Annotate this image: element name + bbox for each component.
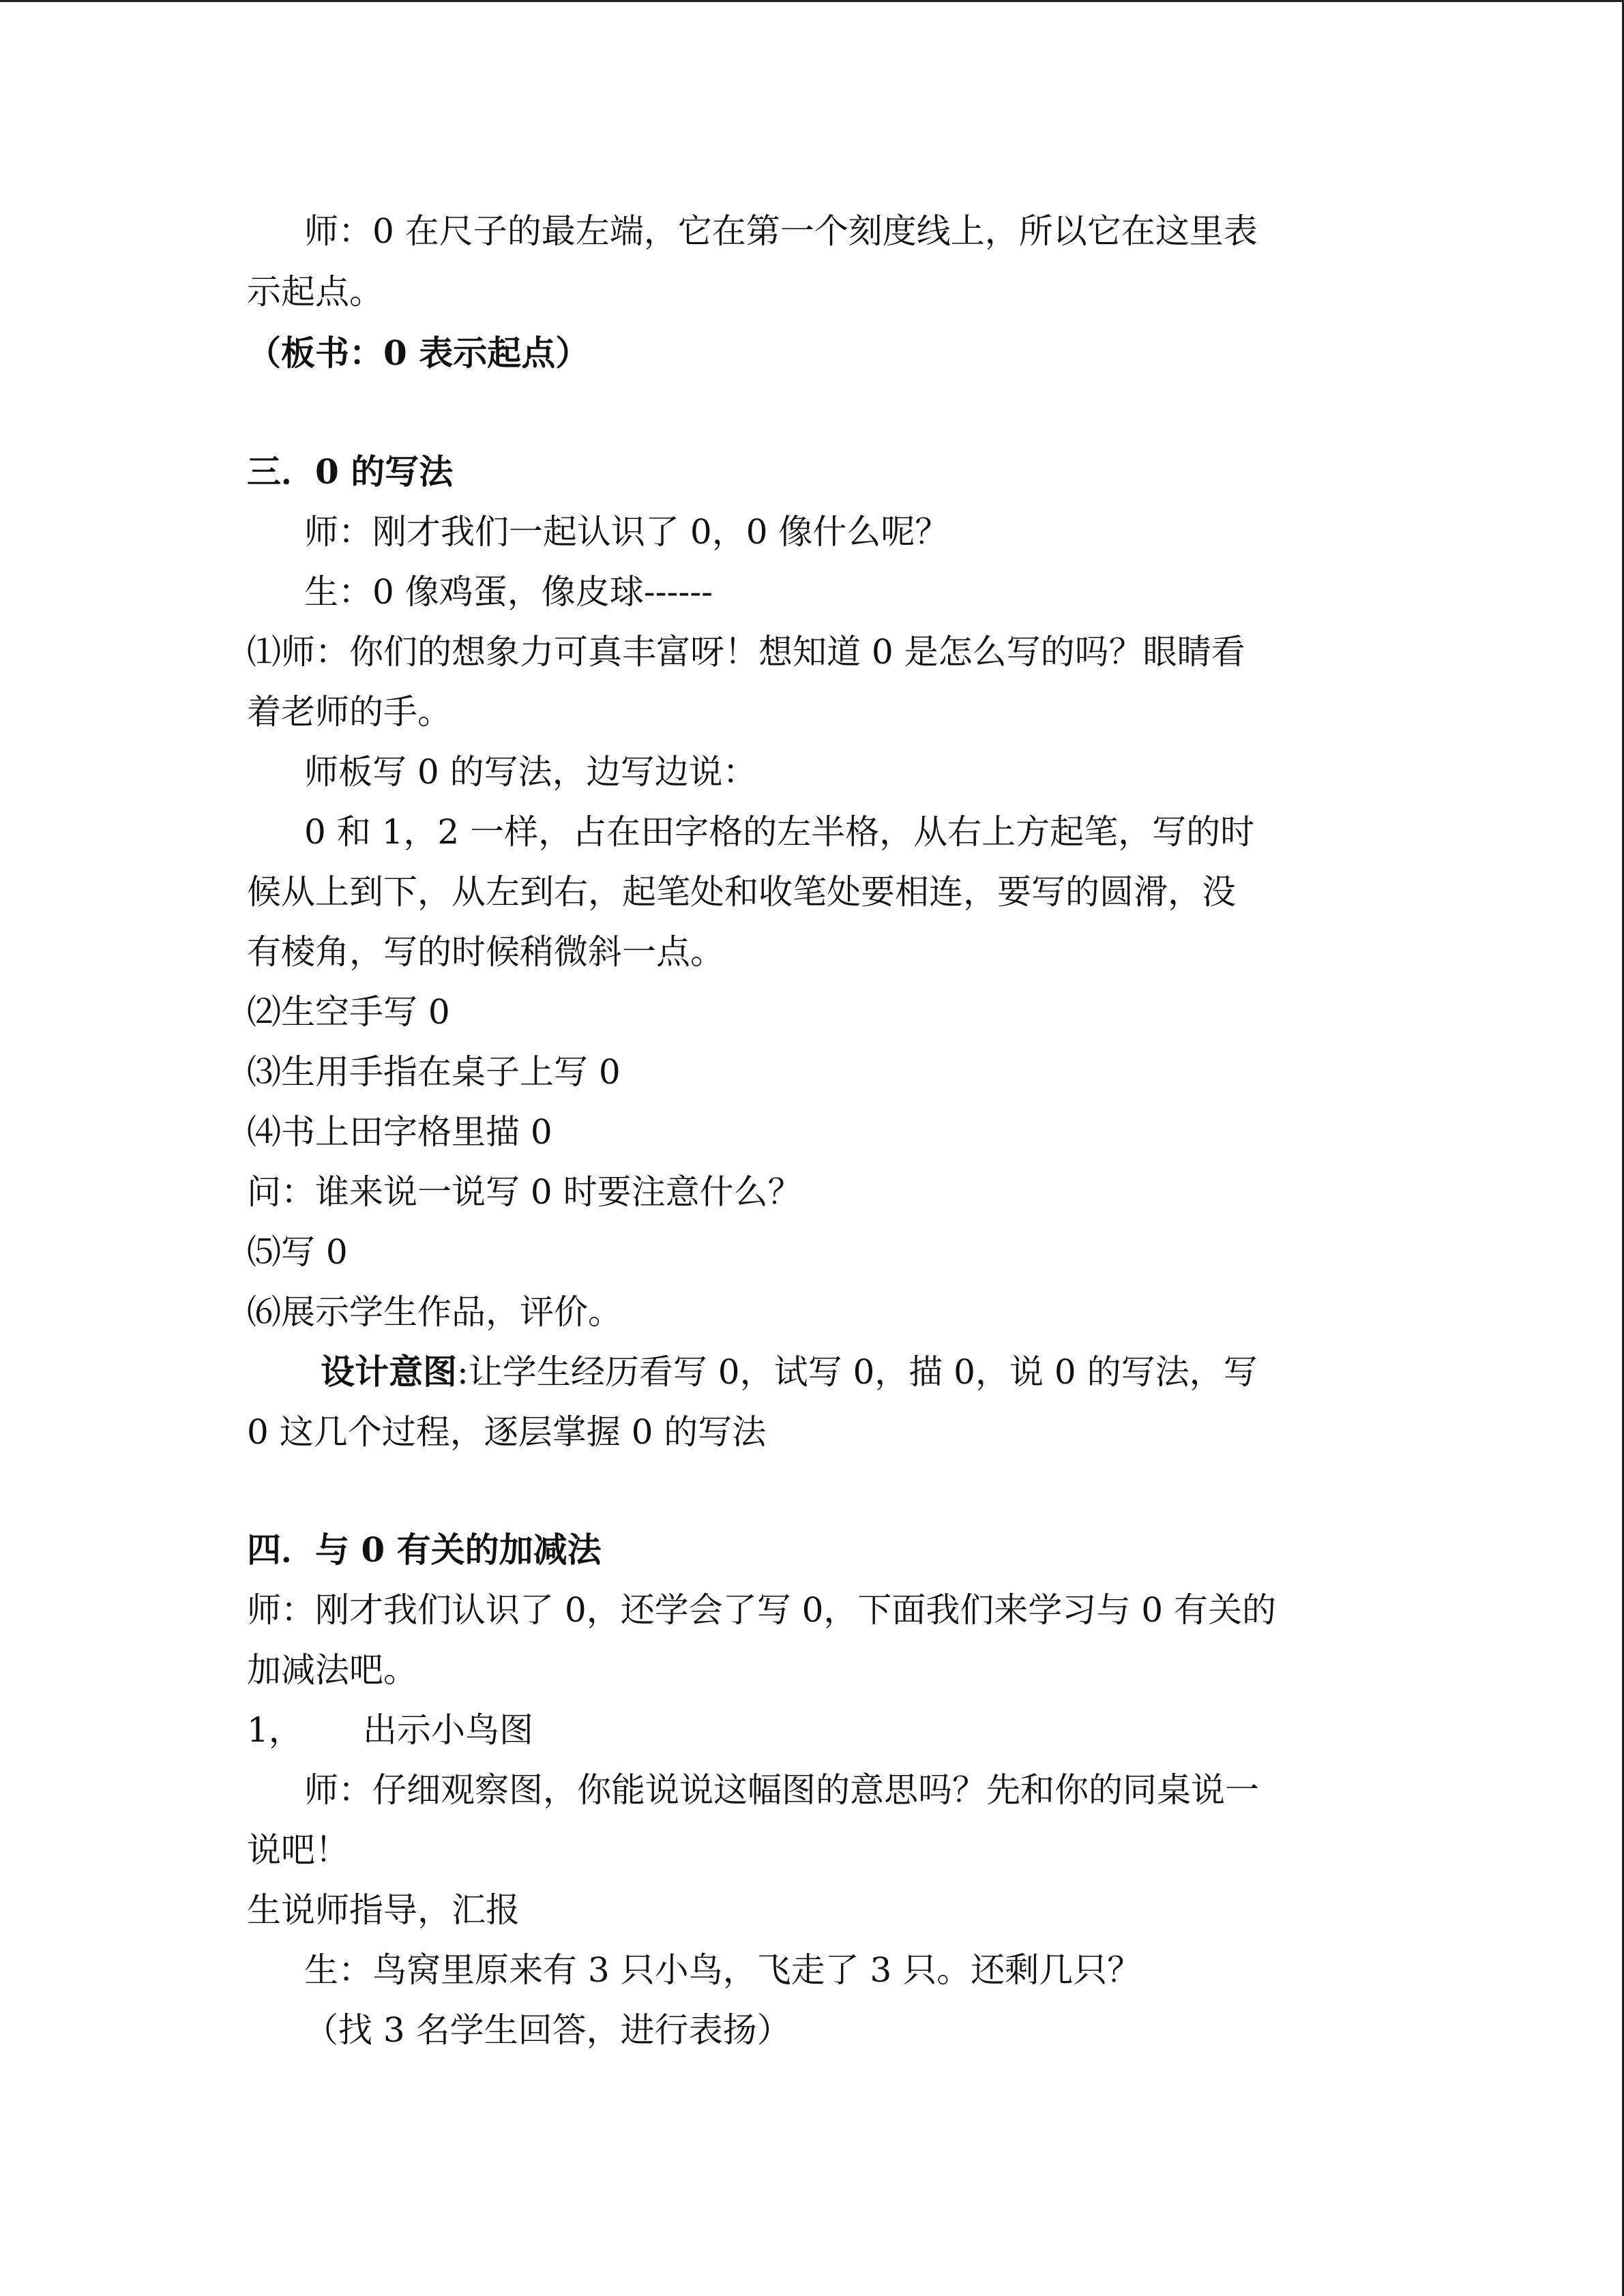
section-heading-4: 四．与 0 有关的加减法 [247, 1530, 602, 1570]
paragraph-line: 0 这几个过程，逐层掌握 0 的写法 [247, 1412, 767, 1452]
paragraph-line: 加减法吧。 [247, 1650, 417, 1690]
paragraph-line: 有棱角，写的时候稍微斜一点。 [247, 932, 724, 972]
paragraph-line: 0 和 1，2 一样，占在田字格的左半格，从右上方起笔，写的时 [304, 812, 1255, 852]
paragraph-line: 说吧！ [247, 1830, 349, 1870]
paragraph-line: 着老师的手。 [247, 692, 452, 732]
board-note: （板书：0 表示起点） [247, 333, 590, 373]
paragraph-line: 师：0 在尺子的最左端，它在第一个刻度线上，所以它在这里表 [304, 211, 1258, 251]
item-text: 出示小鸟图 [363, 1710, 533, 1750]
design-intent-text: 让学生经历看写 0，试写 0，描 0，说 0 的写法，写 [468, 1352, 1258, 1392]
paragraph-line: 生：0 像鸡蛋，像皮球------ [304, 572, 713, 612]
list-item: ⑸写 0 [247, 1232, 348, 1272]
list-item: ⑵生空手写 0 [247, 992, 450, 1032]
list-item: ⑶生用手指在桌子上写 0 [247, 1052, 621, 1092]
list-item: ⑷书上田字格里描 0 [247, 1112, 552, 1152]
design-intent-label: 设计意图 [321, 1352, 457, 1392]
paragraph-line: 候从上到下，从左到右，起笔处和收笔处要相连，要写的圆滑，没 [247, 872, 1236, 912]
paragraph-line: 师板写 0 的写法，边写边说： [304, 752, 757, 792]
item-number: 1， [247, 1710, 303, 1750]
paragraph-line: 问：谁来说一说写 0 时要注意什么？ [247, 1172, 802, 1212]
paragraph-line: （找 3 名学生回答，进行表扬） [304, 2010, 791, 2050]
paragraph-line: ⑴师：你们的想象力可真丰富呀！想知道 0 是怎么写的吗？眼睛看 [247, 632, 1245, 672]
paragraph-line: 师：刚才我们一起认识了 0，0 像什么呢？ [304, 512, 949, 552]
numbered-item [0, 1710, 1624, 1750]
paragraph-line: 生：鸟窝里原来有 3 只小鸟，飞走了 3 只。还剩几只？ [304, 1950, 1142, 1990]
paragraph-line: 师：刚才我们认识了 0，还学会了写 0，下面我们来学习与 0 有关的 [247, 1590, 1277, 1630]
section-heading-3: 三．0 的写法 [247, 451, 454, 492]
paragraph-line: 师：仔细观察图，你能说说这幅图的意思吗？先和你的同桌说一 [304, 1770, 1259, 1810]
paragraph-line: 生说师指导，汇报 [247, 1890, 520, 1930]
paragraph-line: 示起点。 [247, 272, 383, 312]
design-intent-line: 设计意图:让学生经历看写 0，试写 0，描 0，说 0 的写法，写 [321, 1352, 1258, 1392]
page-top-border [0, 0, 1624, 2]
list-item: ⑹展示学生作品，评价。 [247, 1292, 622, 1332]
